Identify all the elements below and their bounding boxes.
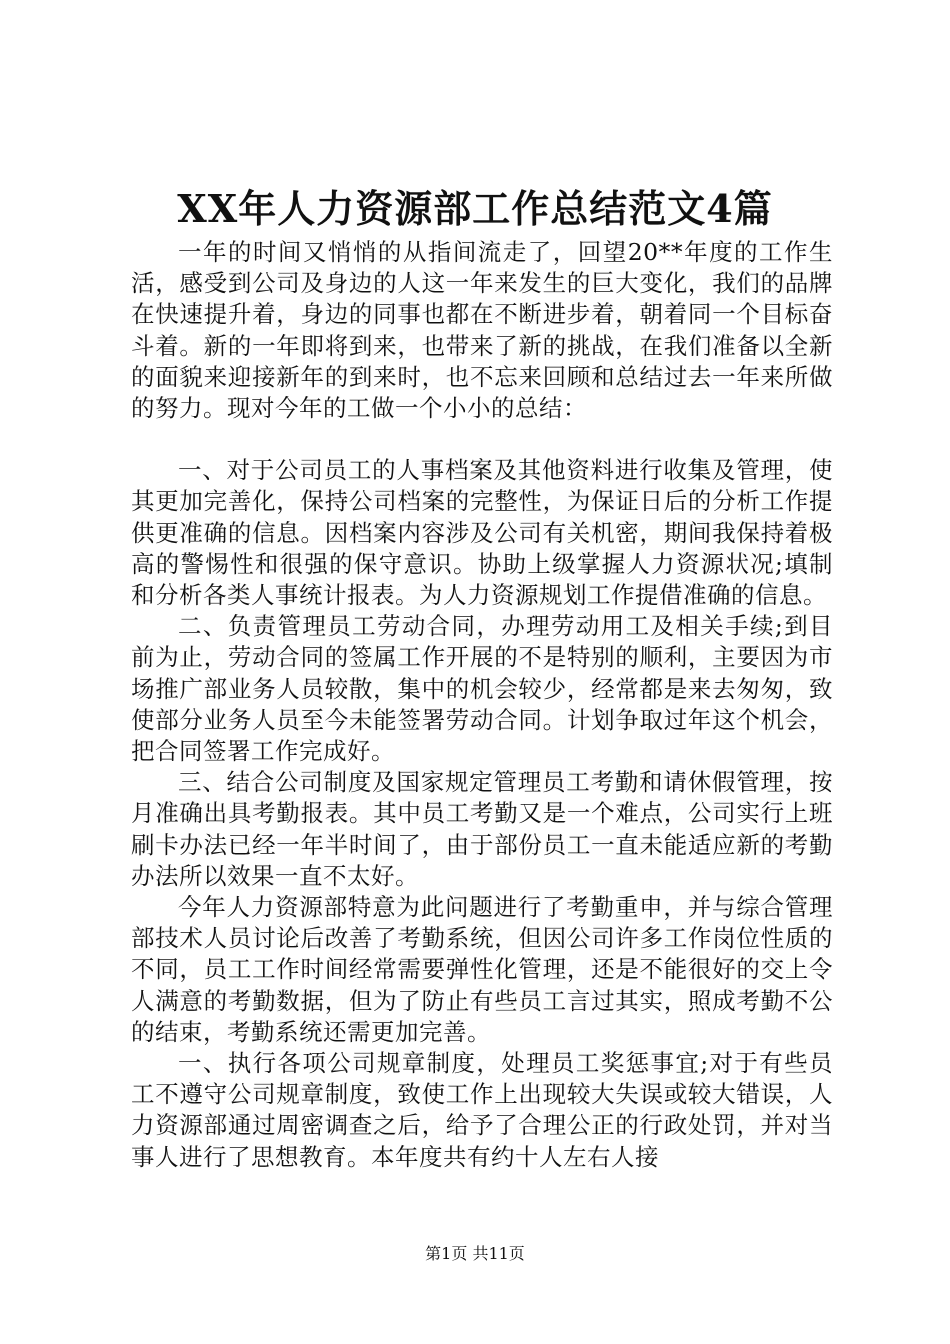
document-body (131, 237, 833, 1173)
paragraph-rules: 一、执行各项公司规章制度，处理员工奖惩事宜;对于有些员工不遵守公司规章制度，致使工作上出现较大失误或较大错误，人力资源部通过周密调查之后，给予了合理公正的行政处罚，并对当事人进行了思想教育。本年度共有约十人左右人接 (131, 1049, 833, 1171)
document-title: XX年人力资源部工作总结范文4篇 (177, 186, 773, 232)
page-footer: 第1页 共11页 (425, 1244, 525, 1263)
paragraph-attendance: 今年人力资源部特意为此问题进行了考勤重申，并与综合管理部技术人员讨论后改善了考勤系统，但因公司许多工作岗位性质的不同，员工工作时间经常需要弹性化管理，还是不能很好的交上令人满意的考勤数据，但为了防止有些员工言过其实，照成考勤不公的结束，考勤系统还需更加完善。 (131, 893, 833, 1046)
paragraph-item-1: 一、对于公司员工的人事档案及其他资料进行收集及管理，使其更加完善化，保持公司档案的完整性，为保证日后的分析工作提供更准确的信息。因档案内容涉及公司有关机密，期间我保持着极高的警惕性和很强的保守意识。协助上级掌握人力资源状况;填制和分析各类人事统计报表。为人力资源规划工作提借准确的信息。 (131, 456, 833, 610)
paragraph-item-2: 二、负责管理员工劳动合同，办理劳动用工及相关手续;到目前为止，劳动合同的签属工作开展的不是特别的顺利，主要因为市场推广部业务人员较散，集中的机会较少，经常都是来去匆匆，致使部分业务人员至今未能签署劳动合同。计划争取过年这个机会，把合同签署工作完成好。 (131, 612, 833, 766)
paragraph-intro: 一年的时间又悄悄的从指间流走了，回望20**年度的工作生活，感受到公司及身边的人这一年来发生的巨大变化，我们的品牌在快速提升着，身边的同事也都在不断进步着，朝着同一个目标奋斗着。新的一年即将到来，也带来了新的挑战，在我们准备以全新的面貌来迎接新年的到来时，也不忘来回顾和总结过去一年来所做的努力。现对今年的工做一个小小的总结： (131, 238, 833, 423)
paragraph-item-3: 三、结合公司制度及国家规定管理员工考勤和请休假管理，按月准确出具考勤报表。其中员工考勤又是一个难点，公司实行上班刷卡办法已经一年半时间了，由于部份员工一直未能适应新的考勤办法所以效果一直不太好。 (131, 768, 833, 890)
